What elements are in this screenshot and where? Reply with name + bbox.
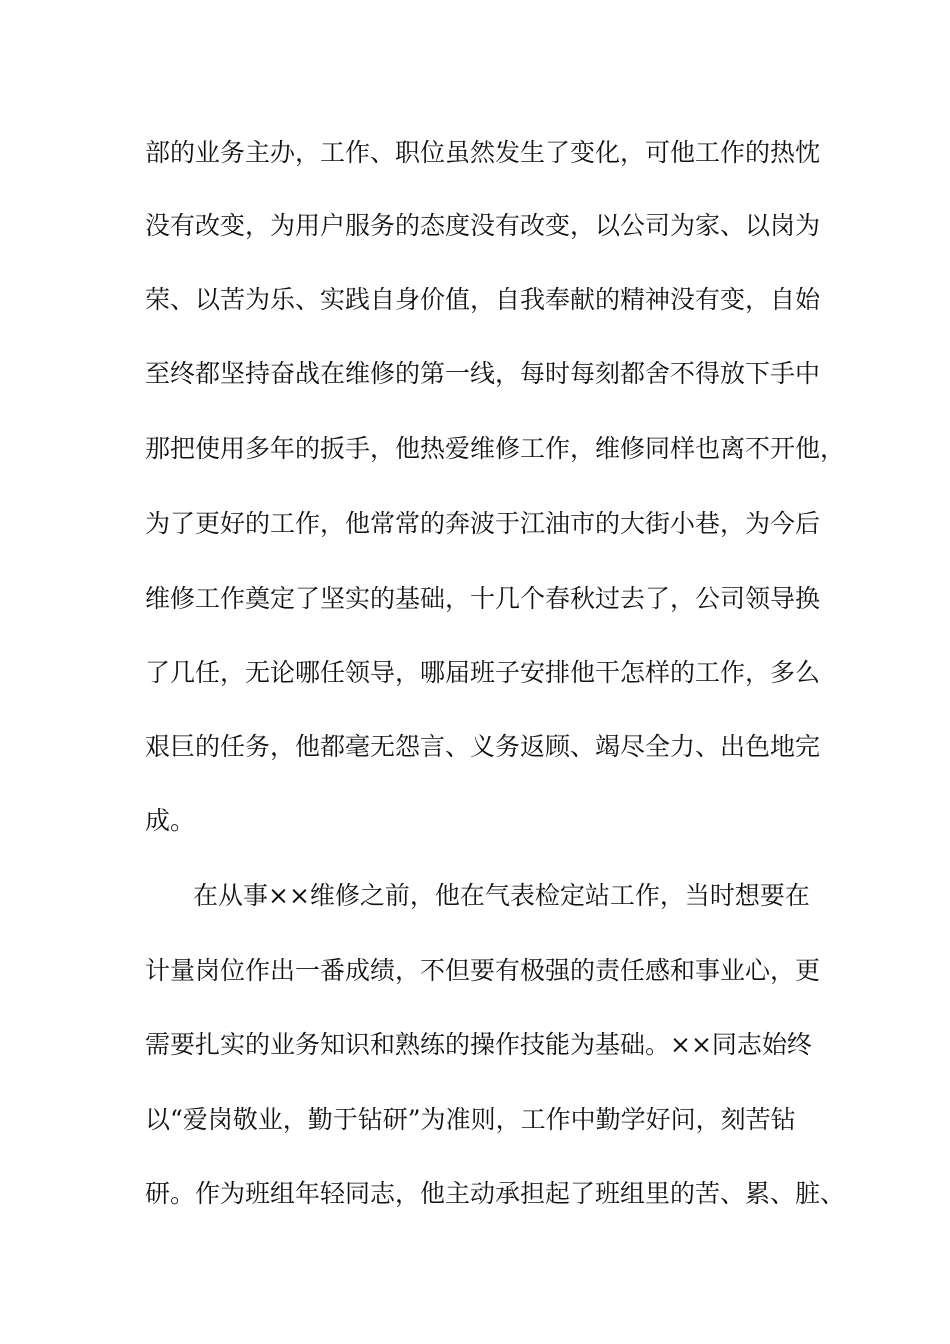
text-line: 那把使用多年的扳手，他热爱维修工作，维修同样也离不开他，	[145, 434, 846, 463]
text-line: 没有改变，为用户服务的态度没有改变，以公司为家、以岗为	[145, 211, 821, 240]
text-line: 维修工作奠定了坚实的基础，十几个春秋过去了，公司领导换	[145, 584, 821, 613]
text-line: 成。	[145, 806, 196, 835]
text-line: 艰巨的任务，他都毫无怨言、义务返顾、竭尽全力、出色地完	[145, 732, 821, 761]
text-line: 研。作为班组年轻同志，他主动承担起了班组里的苦、累、脏、	[145, 1179, 846, 1208]
text-line: 计量岗位作出一番成绩，不但要有极强的责任感和事业心，更	[145, 956, 821, 985]
text-line: 至终都坚持奋战在维修的第一线，每时每刻都舍不得放下手中	[145, 359, 821, 388]
text-line: 了几任，无论哪任领导，哪届班子安排他干怎样的工作，多么	[145, 658, 821, 687]
text-line: 部的业务主办，工作、职位虽然发生了变化，可他工作的热忱	[145, 138, 821, 167]
text-line: 荣、以苦为乐、实践自身价值，自我奉献的精神没有变，自始	[145, 285, 821, 314]
text-line: 为了更好的工作，他常常的奔波于江油市的大街小巷，为今后	[145, 509, 821, 538]
text-line: 需要扎实的业务知识和熟练的操作技能为基础。××同志始终	[145, 1030, 812, 1059]
paragraph-first-line: 在从事××维修之前，他在气表检定站工作，当时想要在	[193, 881, 810, 910]
text-line: 以“爱岗敬业，勤于钻研”为准则，工作中勤学好问，刻苦钻	[145, 1105, 796, 1134]
